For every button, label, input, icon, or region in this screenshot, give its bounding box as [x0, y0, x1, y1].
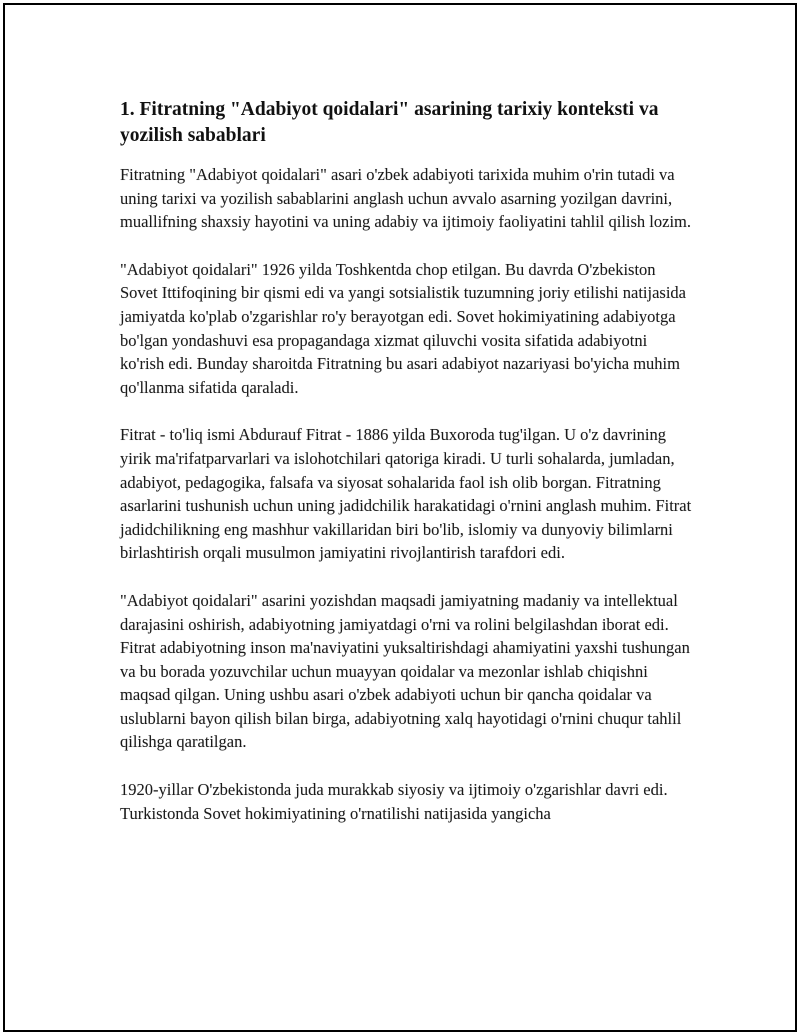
paragraph-1920s-context: 1920-yillar O'zbekistonda juda murakkab siyosiy va ijtimoiy o'zgarishlar davri edi. Turkistonda Sovet hokimiyatining o'rnatilishi natijasida yangicha — [120, 780, 668, 823]
section-heading: 1. Fitratning "Adabiyot qoidalari" asarining tarixiy konteksti va yozilish sabablari — [120, 99, 659, 146]
paragraph-author-biography: Fitrat - to'liq ismi Abdurauf Fitrat - 1886 yilda Buxoroda tug'ilgan. U o'z davrining yirik ma'rifatparvarlari va islohotchilari qatoriga kiradi. U turli sohalarda, jumladan, adabiyot, pedagogika, falsafa va siyosat sohalarida faol ish olib borgan. Fitratning asarlarini tushunish uchun uning jadidchilik harakatidagi o'rnini anglash muhim. Fitrat jadidchilikning eng mashhur vakillaridan biri bo'lib, islomiy va dunyoviy bilimlarni birlashtirish orqali musulmon jamiyatini rivojlantirish tarafdori edi. — [120, 425, 692, 563]
paragraph-intro: Fitratning "Adabiyot qoidalari" asari o'zbek adabiyoti tarixida muhim o'rin tutadi va uning tarixi va yozilish sabablarini anglash uchun avvalo asarning yozilgan davrini, muallifning shaxsiy hayotini va uning adabiy va ijtimoiy faoliyatini tahlil qilish lozim. — [120, 165, 692, 232]
paragraph-publication-context: "Adabiyot qoidalari" 1926 yilda Toshkentda chop etilgan. Bu davrda O'zbekiston Sovet Ittifoqining bir qismi edi va yangi sotsialistik tuzumning joriy etilishi natijasida jamiyatda ko'plab o'zgarishlar ro'y berayotgan edi. Sovet hokimiyatining adabiyotga bo'lgan yondashuvi esa propagandaga xizmat qiluvchi vosita sifatida adabiyotni ko'rish edi. Bunday sharoitda Fitratning bu asari adabiyot nazariyasi bo'yicha muhim qo'llanma sifatida qaraladi. — [120, 259, 686, 397]
page-frame — [3, 3, 797, 1032]
document-body — [120, 97, 692, 849]
paragraph-writing-purpose: "Adabiyot qoidalari" asarini yozishdan maqsadi jamiyatning madaniy va intellektual darajasini oshirish, adabiyotning jamiyatdagi o'rni va rolini belgilashdan iborat edi. Fitrat adabiyotning inson ma'naviyatini yuksaltirishdagi ahamiyatini yaxshi tushungan va bu borada yozuvchilar uchun muayyan qoidalar va mezonlar ishlab chiqishni maqsad qilgan. Uning ushbu asari o'zbek adabiyoti uchun bir qancha qoidalar va uslublarni bayon qilish bilan birga, adabiyotning xalq hayotidagi o'rnini chuqur tahlil qilishga qaratilgan. — [120, 590, 690, 752]
